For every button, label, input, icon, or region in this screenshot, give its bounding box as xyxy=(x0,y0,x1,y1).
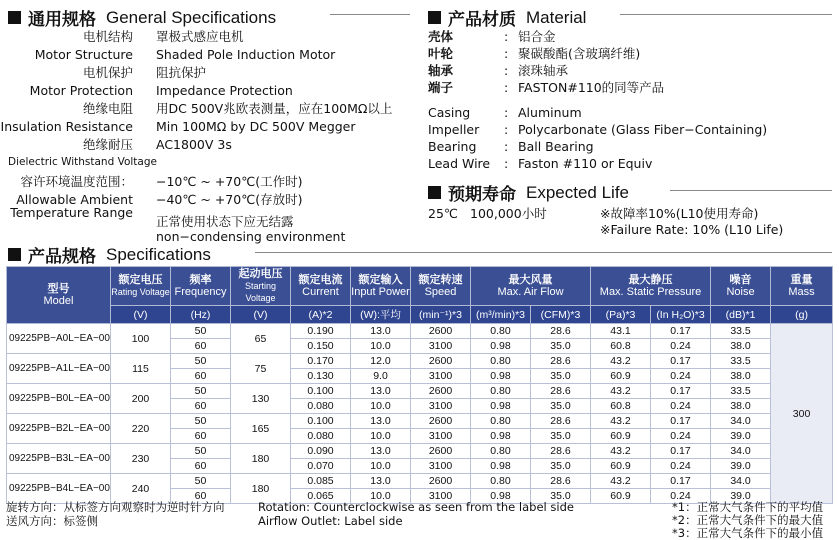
unit-airflow-cfm: (CFM)*3 xyxy=(531,306,591,324)
speed-cell: 2600 xyxy=(411,414,471,429)
section-divider xyxy=(330,14,410,15)
pa-cell: 60.9 xyxy=(591,489,651,504)
noise-cell: 34.0 xyxy=(711,474,771,489)
voltage-cell: 115 xyxy=(111,354,171,384)
section-divider xyxy=(620,14,832,15)
pa-cell: 60.9 xyxy=(591,369,651,384)
general-spec-value: AC1800V 3s xyxy=(156,137,232,152)
general-spec-label: Insulation Resistance xyxy=(0,119,133,134)
current-cell: 0.070 xyxy=(291,459,351,474)
unit-pressure-pa: (Pa)*3 xyxy=(591,306,651,324)
general-spec-value: non−condensing environment xyxy=(156,229,346,244)
header-model: 型号 Model xyxy=(7,267,111,324)
table-header-row xyxy=(7,267,833,306)
speed-cell: 3100 xyxy=(411,489,471,504)
material-colon: : xyxy=(504,156,509,171)
m3-cell: 0.80 xyxy=(471,324,531,339)
specs-title-en: Specifications xyxy=(106,244,211,264)
power-cell: 10.0 xyxy=(351,399,411,414)
header-noise: 噪音 Noise xyxy=(711,267,771,306)
inh2o-cell: 0.24 xyxy=(651,459,711,474)
frequency-cell: 60 xyxy=(171,429,231,444)
material-label-en: Impeller xyxy=(428,122,480,137)
section-bullet-icon xyxy=(8,248,21,261)
material-value-en: Polycarbonate (Glass Fiber−Containing) xyxy=(518,122,768,137)
m3-cell: 0.80 xyxy=(471,444,531,459)
rotation-cn: 旋转方向：从标签方向观察时为逆时针方向 xyxy=(6,500,225,514)
general-spec-value: 正常使用状态下应无结露 xyxy=(156,214,294,229)
pa-cell: 43.2 xyxy=(591,444,651,459)
voltage-cell: 100 xyxy=(111,324,171,354)
speed-cell: 2600 xyxy=(411,354,471,369)
pa-cell: 60.8 xyxy=(591,339,651,354)
m3-cell: 0.98 xyxy=(471,489,531,504)
noise-cell: 39.0 xyxy=(711,489,771,504)
header-input-power: 额定输入 Input Power xyxy=(351,267,411,306)
material-label-en: Casing xyxy=(428,105,471,120)
cfm-cell: 28.6 xyxy=(531,324,591,339)
frequency-cell: 50 xyxy=(171,414,231,429)
general-specs-title xyxy=(8,5,276,30)
power-cell: 10.0 xyxy=(351,339,411,354)
unit-voltage: (V) xyxy=(111,306,171,324)
current-cell: 0.100 xyxy=(291,384,351,399)
general-spec-value: −40℃ ~ +70℃(存放时) xyxy=(156,192,303,207)
inh2o-cell: 0.24 xyxy=(651,399,711,414)
pa-cell: 60.9 xyxy=(591,429,651,444)
speed-cell: 3100 xyxy=(411,369,471,384)
unit-airflow-m3: (m³/min)*3 xyxy=(471,306,531,324)
general-spec-label: Motor Structure xyxy=(34,47,133,62)
general-spec-label: Dielectric Withstand Voltage xyxy=(8,156,157,168)
material-value-cn: FASTON#110的同等产品 xyxy=(518,80,665,95)
material-colon: : xyxy=(504,29,509,44)
cfm-cell: 28.6 xyxy=(531,384,591,399)
life-title-en: Expected Life xyxy=(526,182,630,202)
noise-cell: 38.0 xyxy=(711,339,771,354)
table-row xyxy=(7,414,833,429)
cfm-cell: 35.0 xyxy=(531,399,591,414)
noise-cell: 38.0 xyxy=(711,369,771,384)
general-spec-value: −10℃ ~ +70℃(工作时) xyxy=(156,174,303,189)
current-cell: 0.080 xyxy=(291,399,351,414)
specifications-table xyxy=(6,266,833,504)
power-cell: 13.0 xyxy=(351,384,411,399)
life-note-cn: ※故障率10%(L10使用寿命) xyxy=(600,206,759,221)
section-divider xyxy=(255,252,832,253)
cfm-cell: 28.6 xyxy=(531,444,591,459)
speed-cell: 2600 xyxy=(411,384,471,399)
starting-voltage-cell: 165 xyxy=(231,414,291,444)
section-divider xyxy=(670,190,832,191)
power-cell: 10.0 xyxy=(351,429,411,444)
noise-cell: 33.5 xyxy=(711,384,771,399)
header-static-pressure: 最大静压 Max. Static Pressure xyxy=(591,267,711,306)
material-value-en: Faston #110 or Equiv xyxy=(518,156,653,171)
general-spec-value: 阻抗保护 xyxy=(156,65,207,80)
cfm-cell: 28.6 xyxy=(531,354,591,369)
unit-frequency: (Hz) xyxy=(171,306,231,324)
inh2o-cell: 0.17 xyxy=(651,474,711,489)
material-label-cn: 叶轮 xyxy=(428,46,454,61)
footnote-2: *2：正常大气条件下的最大值 xyxy=(672,513,824,527)
material-label-cn: 轴承 xyxy=(428,63,454,78)
general-spec-label: 容许环境温度范围： xyxy=(20,174,133,189)
general-title-en: General Specifications xyxy=(106,7,277,27)
material-colon: : xyxy=(504,139,509,154)
general-spec-label: Allowable Ambient xyxy=(16,192,133,207)
voltage-cell: 200 xyxy=(111,384,171,414)
current-cell: 0.170 xyxy=(291,354,351,369)
cfm-cell: 28.6 xyxy=(531,414,591,429)
expected-life-title xyxy=(428,180,629,205)
specifications-title xyxy=(8,242,211,267)
life-temperature: 25℃ xyxy=(428,206,458,221)
m3-cell: 0.98 xyxy=(471,399,531,414)
general-title-cn: 通用规格 xyxy=(28,10,96,30)
speed-cell: 2600 xyxy=(411,324,471,339)
general-spec-label: 电机结构 xyxy=(82,29,133,44)
noise-cell: 38.0 xyxy=(711,399,771,414)
header-current: 额定电流 Current xyxy=(291,267,351,306)
noise-cell: 34.0 xyxy=(711,414,771,429)
inh2o-cell: 0.17 xyxy=(651,324,711,339)
current-cell: 0.085 xyxy=(291,474,351,489)
speed-cell: 3100 xyxy=(411,399,471,414)
voltage-cell: 220 xyxy=(111,414,171,444)
speed-cell: 3100 xyxy=(411,339,471,354)
current-cell: 0.080 xyxy=(291,429,351,444)
unit-current: (A)*2 xyxy=(291,306,351,324)
power-cell: 12.0 xyxy=(351,354,411,369)
table-row xyxy=(7,324,833,339)
material-colon: : xyxy=(504,105,509,120)
material-title-en: Material xyxy=(526,7,587,27)
material-title-cn: 产品材质 xyxy=(448,10,516,30)
starting-voltage-cell: 180 xyxy=(231,474,291,504)
m3-cell: 0.98 xyxy=(471,429,531,444)
noise-cell: 39.0 xyxy=(711,459,771,474)
noise-cell: 39.0 xyxy=(711,429,771,444)
specs-title-cn: 产品规格 xyxy=(28,247,96,267)
m3-cell: 0.80 xyxy=(471,474,531,489)
pa-cell: 43.2 xyxy=(591,414,651,429)
pa-cell: 60.9 xyxy=(591,459,651,474)
power-cell: 13.0 xyxy=(351,474,411,489)
cfm-cell: 28.6 xyxy=(531,474,591,489)
table-row xyxy=(7,474,833,489)
material-value-en: Aluminum xyxy=(518,105,582,120)
pa-cell: 43.2 xyxy=(591,474,651,489)
header-starting-voltage: 起动电压 Starting Voltage xyxy=(231,267,291,306)
inh2o-cell: 0.17 xyxy=(651,444,711,459)
mass-cell: 300 xyxy=(771,324,833,504)
material-value-cn: 铝合金 xyxy=(518,29,556,44)
material-colon: : xyxy=(504,122,509,137)
general-spec-value: Impedance Protection xyxy=(156,83,293,98)
current-cell: 0.150 xyxy=(291,339,351,354)
section-bullet-icon xyxy=(428,11,441,24)
current-cell: 0.130 xyxy=(291,369,351,384)
header-air-flow: 最大风量 Max. Air Flow xyxy=(471,267,591,306)
power-cell: 10.0 xyxy=(351,489,411,504)
power-cell: 13.0 xyxy=(351,414,411,429)
current-cell: 0.100 xyxy=(291,414,351,429)
speed-cell: 3100 xyxy=(411,429,471,444)
header-voltage: 额定电压 Rating Voltage xyxy=(111,267,171,306)
general-spec-label: 电机保护 xyxy=(82,65,133,80)
pa-cell: 43.1 xyxy=(591,324,651,339)
model-cell: 09225PB−A0L−EA−00 xyxy=(7,324,111,354)
pa-cell: 60.8 xyxy=(591,399,651,414)
table-row xyxy=(7,354,833,369)
model-cell: 09225PB−B3L−EA−00 xyxy=(7,444,111,474)
life-note-en: ※Failure Rate: 10% (L10 Life) xyxy=(600,222,784,237)
current-cell: 0.090 xyxy=(291,444,351,459)
section-bullet-icon xyxy=(8,11,21,24)
voltage-cell: 240 xyxy=(111,474,171,504)
cfm-cell: 35.0 xyxy=(531,489,591,504)
unit-pressure-inh2o: (In H₂O)*3 xyxy=(651,306,711,324)
frequency-cell: 50 xyxy=(171,324,231,339)
unit-speed: (min⁻¹)*3 xyxy=(411,306,471,324)
model-cell: 09225PB−B2L−EA−00 xyxy=(7,414,111,444)
voltage-cell: 230 xyxy=(111,444,171,474)
pa-cell: 43.2 xyxy=(591,354,651,369)
speed-cell: 2600 xyxy=(411,474,471,489)
model-cell: 09225PB−B0L−EA−00 xyxy=(7,384,111,414)
frequency-cell: 50 xyxy=(171,474,231,489)
header-mass: 重量 Mass xyxy=(771,267,833,306)
cfm-cell: 35.0 xyxy=(531,459,591,474)
starting-voltage-cell: 130 xyxy=(231,384,291,414)
inh2o-cell: 0.24 xyxy=(651,489,711,504)
material-colon: : xyxy=(504,46,509,61)
frequency-cell: 50 xyxy=(171,444,231,459)
life-title-cn: 预期寿命 xyxy=(448,185,516,205)
speed-cell: 2600 xyxy=(411,444,471,459)
material-label-cn: 壳体 xyxy=(428,29,454,44)
general-spec-label: Temperature Range xyxy=(10,205,133,220)
cfm-cell: 35.0 xyxy=(531,369,591,384)
inh2o-cell: 0.24 xyxy=(651,369,711,384)
m3-cell: 0.98 xyxy=(471,339,531,354)
m3-cell: 0.80 xyxy=(471,354,531,369)
cfm-cell: 35.0 xyxy=(531,339,591,354)
outlet-en: Airflow Outlet: Label side xyxy=(258,514,403,528)
unit-input-power: (W):平均 xyxy=(351,306,411,324)
current-cell: 0.065 xyxy=(291,489,351,504)
material-value-cn: 滚珠轴承 xyxy=(518,63,569,78)
material-value-cn: 聚碳酸酯(含玻璃纤维) xyxy=(518,46,641,61)
power-cell: 13.0 xyxy=(351,444,411,459)
table-unit-row xyxy=(7,306,833,324)
frequency-cell: 50 xyxy=(171,384,231,399)
model-cell: 09225PB−A1L−EA−00 xyxy=(7,354,111,384)
inh2o-cell: 0.17 xyxy=(651,384,711,399)
general-spec-value: 用DC 500V兆欧表测量，应在100MΩ以上 xyxy=(156,101,393,116)
general-spec-value: Min 100MΩ by DC 500V Megger xyxy=(156,119,356,134)
life-hours: 100,000小时 xyxy=(470,206,547,221)
unit-noise: (dB)*1 xyxy=(711,306,771,324)
general-spec-label: 绝缘电阻 xyxy=(82,101,133,116)
frequency-cell: 60 xyxy=(171,489,231,504)
general-spec-value: Shaded Pole Induction Motor xyxy=(156,47,336,62)
footnote-1: *1：正常大气条件下的平均值 xyxy=(672,500,824,514)
outlet-cn: 送风方向：标签侧 xyxy=(6,514,98,528)
m3-cell: 0.80 xyxy=(471,414,531,429)
starting-voltage-cell: 75 xyxy=(231,354,291,384)
noise-cell: 34.0 xyxy=(711,444,771,459)
inh2o-cell: 0.17 xyxy=(651,354,711,369)
frequency-cell: 50 xyxy=(171,354,231,369)
m3-cell: 0.80 xyxy=(471,384,531,399)
power-cell: 13.0 xyxy=(351,324,411,339)
table-row xyxy=(7,444,833,459)
material-title xyxy=(428,5,586,30)
power-cell: 9.0 xyxy=(351,369,411,384)
cfm-cell: 35.0 xyxy=(531,429,591,444)
unit-mass: (g) xyxy=(771,306,833,324)
material-value-en: Ball Bearing xyxy=(518,139,594,154)
noise-cell: 33.5 xyxy=(711,354,771,369)
material-label-en: Bearing xyxy=(428,139,477,154)
speed-cell: 3100 xyxy=(411,459,471,474)
frequency-cell: 60 xyxy=(171,459,231,474)
frequency-cell: 60 xyxy=(171,399,231,414)
footnote-3: *3：正常大气条件下的最小值 xyxy=(672,526,824,540)
header-frequency: 频率 Frequency xyxy=(171,267,231,306)
general-spec-label: 绝缘耐压 xyxy=(82,137,133,152)
starting-voltage-cell: 180 xyxy=(231,444,291,474)
power-cell: 10.0 xyxy=(351,459,411,474)
rotation-en: Rotation: Counterclockwise as seen from the label side xyxy=(258,500,574,514)
inh2o-cell: 0.17 xyxy=(651,414,711,429)
inh2o-cell: 0.24 xyxy=(651,429,711,444)
model-cell: 09225PB−B4L−EA−00 xyxy=(7,474,111,504)
current-cell: 0.190 xyxy=(291,324,351,339)
noise-cell: 33.5 xyxy=(711,324,771,339)
material-label-en: Lead Wire xyxy=(428,156,491,171)
header-speed: 额定转速 Speed xyxy=(411,267,471,306)
frequency-cell: 60 xyxy=(171,339,231,354)
inh2o-cell: 0.24 xyxy=(651,339,711,354)
m3-cell: 0.98 xyxy=(471,459,531,474)
frequency-cell: 60 xyxy=(171,369,231,384)
section-bullet-icon xyxy=(428,186,441,199)
starting-voltage-cell: 65 xyxy=(231,324,291,354)
material-colon: : xyxy=(504,80,509,95)
general-spec-value: 罩极式感应电机 xyxy=(156,29,244,44)
general-spec-label: Motor Protection xyxy=(29,83,133,98)
unit-starting-voltage: (V) xyxy=(231,306,291,324)
table-row xyxy=(7,384,833,399)
material-colon: : xyxy=(504,63,509,78)
m3-cell: 0.98 xyxy=(471,369,531,384)
material-label-cn: 端子 xyxy=(428,80,454,95)
pa-cell: 43.2 xyxy=(591,384,651,399)
